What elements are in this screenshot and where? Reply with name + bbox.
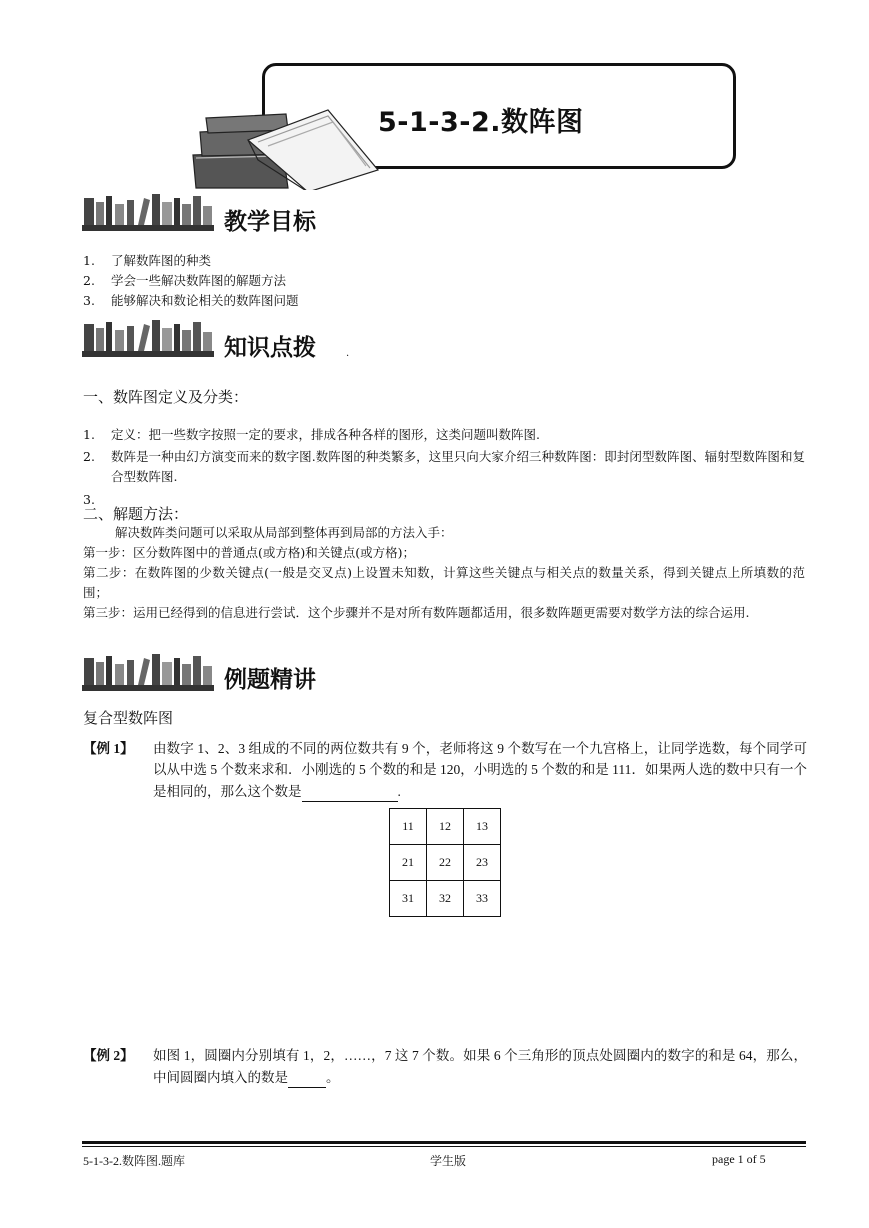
table-row <box>390 881 501 917</box>
example-1 <box>83 738 807 802</box>
table-row <box>390 845 501 881</box>
part2-heading: 二、解题方法： <box>83 505 189 523</box>
section-title-goals: 教学目标 <box>224 209 316 235</box>
list-item: 3. 能够解决和数论相关的数阵图问题 <box>83 293 299 308</box>
stray-dot: . <box>346 348 350 359</box>
grid-cell: 22 <box>427 845 464 881</box>
footer-rule-thick <box>82 1141 806 1144</box>
bookshelf-icon <box>82 652 214 692</box>
footer-left: 5-1-3-2.数阵图.题库 <box>83 1154 185 1168</box>
grid-cell: 21 <box>390 845 427 881</box>
example-text: 如图 1，圆圈内分别填有 1，2，……，7 这 7 个数。如果 6 个三角形的顶点处圆圈内的数字的和是 64，那么，中间圆圈内填入的数是 。 <box>153 1045 807 1088</box>
section-title-examples: 例题精讲 <box>224 667 316 693</box>
example-2 <box>83 1045 807 1088</box>
bookshelf-icon <box>82 318 214 358</box>
example-label: 【例 2】 <box>83 1048 134 1063</box>
example-label: 【例 1】 <box>83 741 134 756</box>
nine-grid <box>389 808 501 917</box>
grid-cell: 13 <box>464 809 501 845</box>
footer-rule-thin <box>82 1146 806 1147</box>
footer-page-number: page 1 of 5 <box>712 1152 766 1166</box>
answer-blank[interactable] <box>288 1066 326 1088</box>
section-title-knowledge: 知识点拨 <box>224 335 316 361</box>
method-text <box>83 523 805 623</box>
grid-cell: 11 <box>390 809 427 845</box>
subheading-composite: 复合型数阵图 <box>83 709 174 727</box>
grid-cell: 33 <box>464 881 501 917</box>
grid-cell: 32 <box>427 881 464 917</box>
definition-list <box>83 425 805 510</box>
method-intro: 解决数阵类问题可以采取从局部到整体再到局部的方法入手： <box>115 525 453 540</box>
grid-cell: 31 <box>390 881 427 917</box>
step-1: 第一步：区分数阵图中的普通点(或方格)和关键点(或方格)； <box>83 545 416 560</box>
part1-heading: 一、数阵图定义及分类： <box>83 388 249 406</box>
list-item: 2. 数阵是一种由幻方演变而来的数字图.数阵图的种类繁多，这里只向大家介绍三种数阵图：即封闭型数阵图、辐射型数阵图和复合型数阵图. <box>83 449 805 484</box>
answer-blank[interactable] <box>302 780 398 802</box>
page-title: 5-1-3-2.数阵图 <box>378 107 584 138</box>
step-2: 第二步：在数阵图的少数关键点(一般是交叉点)上设置未知数，计算这些关键点与相关点的数量关系，得到关键点上所填数的范围； <box>83 565 805 600</box>
bookshelf-icon <box>82 192 214 232</box>
grid-cell: 23 <box>464 845 501 881</box>
list-item: 1. 定义：把一些数字按照一定的要求，排成各种各样的图形，这类问题叫数阵图. <box>83 427 540 442</box>
footer-center: 学生版 <box>430 1154 467 1168</box>
grid-cell: 12 <box>427 809 464 845</box>
goals-list <box>83 251 803 311</box>
list-item: 1. 了解数阵图的种类 <box>83 253 212 268</box>
table-row <box>390 809 501 845</box>
step-3: 第三步：运用已经得到的信息进行尝试．这个步骤并不是对所有数阵题都适用，很多数阵题更需要对数学方法的综合运用. <box>83 605 750 620</box>
list-item: 3. <box>83 492 95 507</box>
list-item: 2. 学会一些解决数阵图的解题方法 <box>83 273 287 288</box>
books-illustration <box>188 100 388 190</box>
example-text: 由数字 1、2、3 组成的不同的两位数共有 9 个，老师将这 9 个数写在一个九宫格上，让同学选数，每个同学可以从中选 5 个数来求和．小刚选的 5 个数的和是 120，小明选的 5 个数的和是 111．如果两人选的数中只有一个是相同的，那么这个数是 . <box>153 738 807 802</box>
